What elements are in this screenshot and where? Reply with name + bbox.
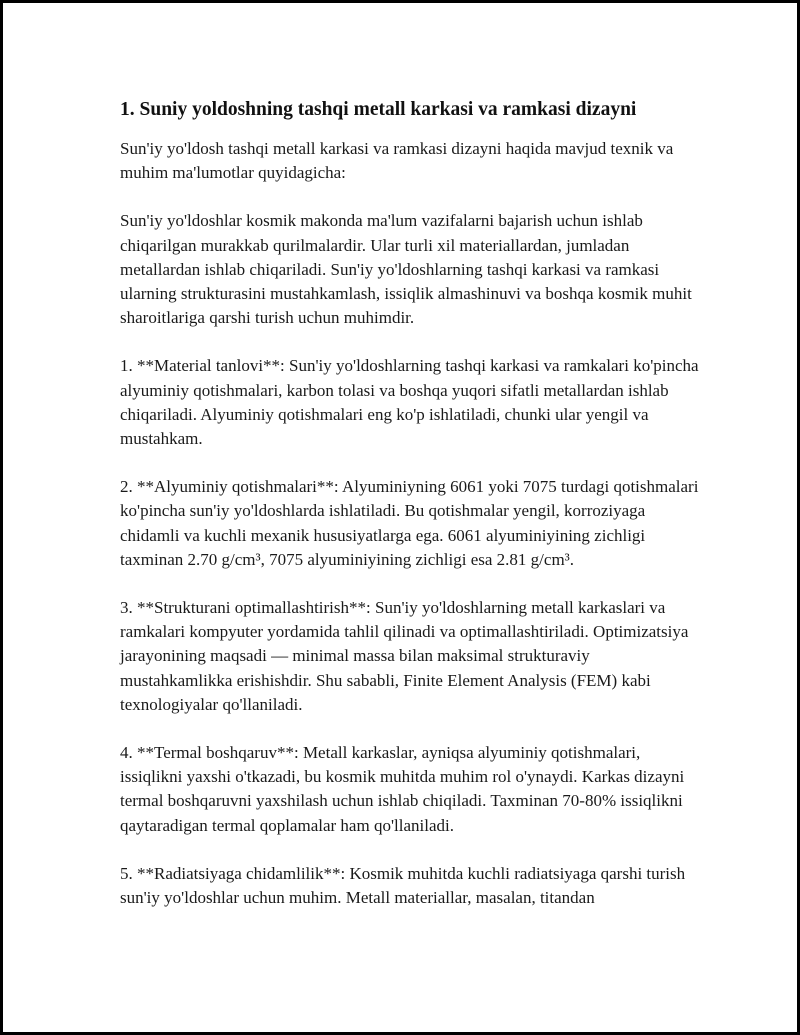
radiation-resistance-paragraph: 5. **Radiatsiyaga chidamlilik**: Kosmik muhitda kuchli radiatsiyaga qarshi turish sun'iy yo'ldoshlar uchun muhim. Metall materiallar, masalan, titandan <box>120 863 686 908</box>
structure-optimization-paragraph: 3. **Strukturani optimallashtirish**: Sun'iy yo'ldoshlarning metall karkaslari va ramkalari kompyuter yordamida tahlil qilinadi va optimallashtiriladi. Optimizatsiya jarayonining maqsadi — minimal massa bilan maksimal strukturaviy mustahkamlikka erishishdir. Shu sababli, Finite Element Analysis (FEM) kabi texnologiyalar qo'llaniladi. <box>120 598 689 714</box>
thermal-control-paragraph: 4. **Termal boshqaruv**: Metall karkaslar, ayniqsa alyuminiy qotishmalari, issiqlikni yaxshi o'tkazadi, bu kosmik muhitda muhim rol o'ynaydi. Karkas dizayni termal boshqaruvni yaxshilash uchun ishlab chiqiladi. Taxminan 70-80% issiqlikni qaytaradigan termal qoplamalar ham qo'llaniladi. <box>120 743 685 835</box>
material-selection-paragraph: 1. **Material tanlovi**: Sun'iy yo'ldoshlarning tashqi karkasi va ramkalari ko'pincha alyuminiy qotishmalari, karbon tolasi va boshqa yuqori sifatli metallardan ishlab chiqariladi. Alyuminiy qotishmalari eng ko'p ishlatiladi, chunki ular yengil va mustahkam. <box>120 356 699 449</box>
intro-paragraph: Sun'iy yo'ldosh tashqi metall karkasi va ramkasi dizayni haqida mavjud texnik va muhim ma'lumotlar quyidagicha: <box>120 139 674 183</box>
document-body <box>120 95 700 934</box>
aluminum-alloys-paragraph: 2. **Alyuminiy qotishmalari**: Alyuminiyning 6061 yoki 7075 turdagi qotishmalari ko'pincha sun'iy yo'ldoshlarda ishlatiladi. Bu qotishmalar yengil, korroziyaga chidamli va kuchli mexanik hususiyatlarga ega. 6061 alyuminiyining zichligi taxminan 2.70 g/cm³, 7075 alyuminiyining zichligi esa 2.81 g/cm³. <box>120 477 699 569</box>
overview-paragraph: Sun'iy yo'ldoshlar kosmik makonda ma'lum vazifalarni bajarish uchun ishlab chiqarilgan murakkab qurilmalardir. Ular turli xil materiallardan, jumladan metallardan ishlab chiqariladi. Sun'iy yo'ldoshlarning tashqi karkasi va ramkasi ularning strukturasini mustahkamlash, issiqlik almashinuvi va boshqa kosmik muhit sharoitlariga qarshi turish uchun muhimdir. <box>120 211 692 328</box>
section-heading: 1. Suniy yoldoshning tashqi metall karkasi va ramkasi dizayni <box>120 99 637 120</box>
